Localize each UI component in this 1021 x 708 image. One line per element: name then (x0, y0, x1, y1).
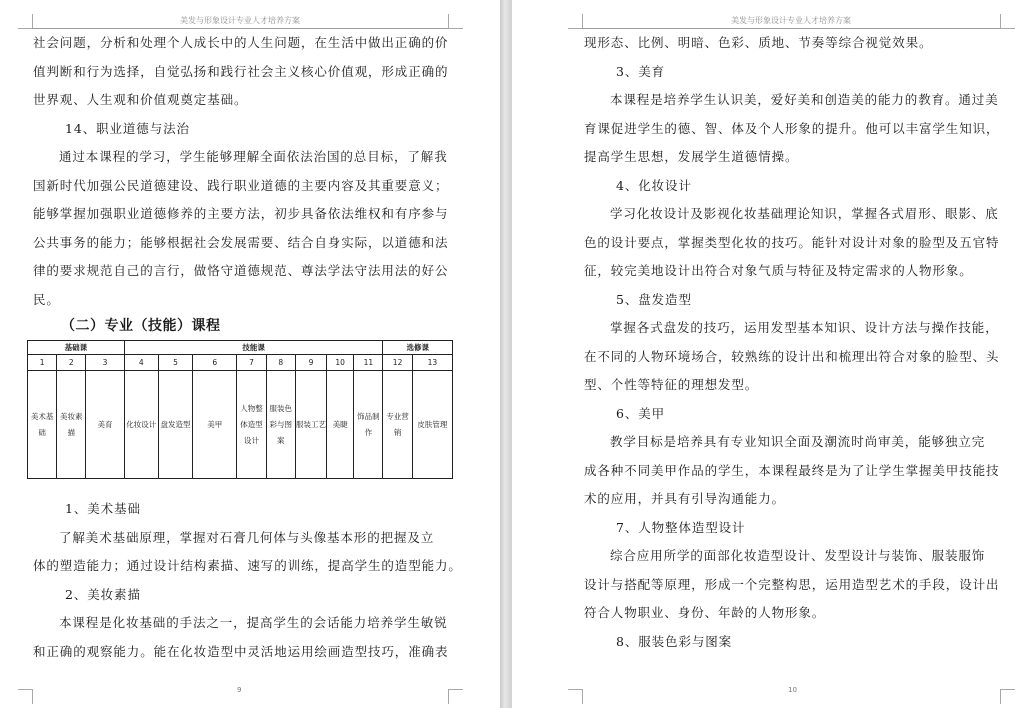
paragraph-line: 通过本课程的学习，学生能够理解全面依法治国的总目标，了解我 (59, 149, 448, 164)
table-number-cell: 5 (158, 355, 192, 371)
table-course-cell (28, 371, 57, 479)
subsection-heading: 3、美育 (616, 63, 666, 79)
table-course-cell (266, 371, 295, 479)
paragraph-line: 提高学生思想，发展学生道德情操。 (584, 149, 799, 164)
paragraph-line: 社会问题，分析和处理个人成长中的人生问题，在生活中做出正确的价 (33, 35, 449, 50)
document-page-left (0, 0, 500, 708)
table-course-cell (354, 371, 383, 479)
paragraph-line: 值判断和行为选择，自觉弘扬和践行社会主义核心价值观，形成正确的 (33, 63, 449, 79)
paragraph-line: 能够掌握加强职业道德修养的主要方法，初步具备依法维权和有序参与 (33, 206, 449, 221)
table-number-cell: 2 (57, 355, 86, 371)
left-page-body-top (33, 29, 463, 314)
crop-mark-bottom-right (448, 689, 463, 704)
table-course-cell (237, 371, 266, 479)
table-number-cell: 1 (28, 355, 57, 371)
table-course-cell (86, 371, 124, 479)
subsection-heading: 7、人物整体造型设计 (616, 519, 746, 535)
subsection-heading: 6、美甲 (616, 405, 666, 421)
paragraph-line: 民。 (33, 291, 60, 307)
course-table (27, 340, 453, 479)
paragraph-line: 符合人物职业、身份、年龄的人物形象。 (584, 605, 826, 620)
table-number-cell: 7 (237, 355, 266, 371)
paragraph-line: 教学目标是培养具有专业知识全面及潮流时尚审美，能够独立完 (610, 434, 986, 449)
paragraph-line: 设计与搭配等原理，形成一个完整构思，运用造型艺术的手段，设计出 (584, 576, 1000, 592)
table-course-row (28, 371, 453, 479)
table-number-cell: 9 (295, 355, 326, 371)
right-page-body (584, 29, 1016, 656)
subsection-heading: 5、盘发造型 (616, 291, 692, 307)
paragraph-line: 学习化妆设计及影视化妆基础理论知识，掌握各式眉形、眼影、底 (610, 206, 999, 221)
crop-mark-top-left (18, 14, 33, 29)
crop-mark-top-left (568, 14, 583, 29)
paragraph-line: 掌握各式盘发的技巧，运用发型基本知识、设计方法与操作技能， (610, 320, 999, 335)
table-group-row (28, 341, 453, 355)
course-name: 美睫 (332, 419, 348, 429)
course-name: 盘发造型 (160, 419, 191, 429)
page-gutter (500, 0, 512, 708)
table-course-cell (124, 371, 158, 479)
subsection-heading: 8、服装色彩与图案 (616, 633, 733, 649)
page-header-right: 美发与形象设计专业人才培养方案 (582, 14, 1000, 29)
section-title: （二）专业（技能）课程 (61, 318, 221, 334)
table-group-header: 基础课 (28, 341, 125, 355)
table-course-cell (327, 371, 354, 479)
paragraph-line: 世界观、人生观和价值观奠定基础。 (33, 92, 248, 107)
table-number-cell: 11 (354, 355, 383, 371)
table-course-cell (295, 371, 326, 479)
page-number-right: 10 (788, 686, 797, 694)
paragraph-line: 色的设计要点，掌握类型化妆的技巧。能针对设计对象的脸型及五官特 (584, 234, 1000, 250)
page-header-left: 美发与形象设计专业人才培养方案 (32, 14, 448, 29)
subsection-heading: 14、职业道德与法治 (65, 120, 190, 136)
course-name: 美术基础 (30, 411, 54, 437)
paragraph-line: 了解美术基础原理，掌握对石膏几何体与头像基本形的把握及立 (59, 529, 435, 545)
table-number-cell: 3 (86, 355, 124, 371)
table-course-cell (412, 371, 452, 479)
course-name: 美妆素描 (60, 411, 83, 437)
crop-mark-bottom-right (1000, 689, 1015, 704)
crop-mark-bottom-left (18, 689, 33, 704)
paragraph-line: 和正确的观察能力。能在化妆造型中灵活地运用绘画造型技巧，准确表 (33, 643, 449, 659)
table-course-cell (158, 371, 192, 479)
table-group-header: 技能课 (124, 341, 383, 355)
paragraph-line: 综合应用所学的面部化妆造型设计、发型设计与装饰、服装服饰 (610, 548, 986, 563)
paragraph-line: 本课程是化妆基础的手法之一，提高学生的会话能力培养学生敏锐 (59, 615, 448, 630)
table-course-cell (57, 371, 86, 479)
paragraph-line: 体的塑造能力；通过设计结构素描、速写的训练，提高学生的造型能力。 (33, 558, 462, 573)
course-name: 美甲 (207, 419, 223, 429)
table-group-header: 选修课 (383, 341, 453, 355)
document-page-right (512, 0, 1021, 708)
paragraph-line: 律的要求规范自己的言行，做恪守道德规范、尊法学法守法用法的好公 (33, 263, 449, 278)
paragraph-line: 国新时代加强公民道德建设、践行职业道德的主要内容及其重要意义； (33, 177, 449, 193)
course-name: 服装色彩与图案 (269, 403, 292, 445)
paragraph-line: 育课促进学生的德、智、体及个人形象的提升。他可以丰富学生知识， (584, 120, 1000, 136)
course-name: 化妆设计 (126, 419, 157, 429)
paragraph-line: 成各种不同美甲作品的学生，本课程最终是为了让学生掌握美甲技能技 (584, 462, 1000, 478)
course-name: 美育 (97, 419, 113, 429)
table-number-cell: 8 (266, 355, 295, 371)
paragraph-line: 现形态、比例、明暗、色彩、质地、节奏等综合视觉效果。 (584, 35, 933, 50)
paragraph-line: 公共事务的能力；能够根据社会发展需要、结合自身实际，以道德和法 (33, 234, 449, 250)
subsection-heading: 1、美术基础 (65, 501, 141, 516)
table-course-cell (193, 371, 237, 479)
crop-mark-top-right (1000, 14, 1015, 29)
table-number-cell: 4 (124, 355, 158, 371)
crop-mark-bottom-left (568, 689, 583, 704)
table-number-row (28, 355, 453, 371)
crop-mark-top-right (448, 14, 463, 29)
table-number-cell: 10 (327, 355, 354, 371)
table-course-cell (383, 371, 412, 479)
table-number-cell: 12 (383, 355, 412, 371)
course-name: 皮肤管理 (417, 419, 448, 429)
subsection-heading: 4、化妆设计 (616, 177, 692, 193)
left-page-body-bottom (33, 495, 463, 666)
page-number-left: 9 (237, 686, 242, 694)
paragraph-line: 征，较完美地设计出符合对象气质与特征及特定需求的人物形象。 (584, 263, 973, 278)
table-number-cell: 13 (412, 355, 452, 371)
course-name: 饰品制作 (357, 411, 380, 437)
paragraph-line: 本课程是培养学生认识美，爱好美和创造美的能力的教育。通过美 (610, 92, 999, 107)
subsection-heading: 2、美妆素描 (65, 586, 141, 602)
course-name: 人物整体造型设计 (240, 403, 263, 445)
course-name: 服装工艺 (295, 419, 326, 429)
course-name: 专业营销 (386, 411, 409, 437)
paragraph-line: 在不同的人物环境场合，较熟练的设计出和梳理出符合对象的脸型、头 (584, 348, 1000, 364)
paragraph-line: 术的应用，并具有引导沟通能力。 (584, 491, 786, 506)
table-number-cell: 6 (193, 355, 237, 371)
paragraph-line: 型、个性等特征的理想发型。 (584, 377, 759, 392)
